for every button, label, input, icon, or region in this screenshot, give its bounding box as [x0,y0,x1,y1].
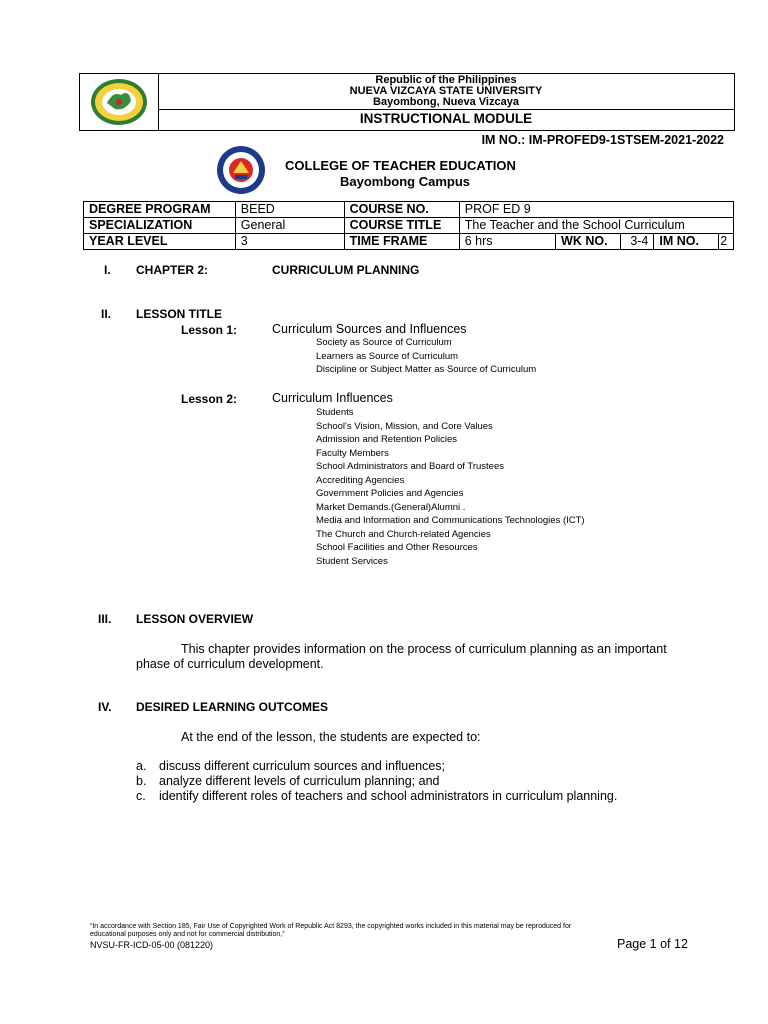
logo-cell [80,74,159,130]
university-seal-icon [89,77,149,127]
list-item: Media and Information and Communications Technologies (ICT) [316,515,585,526]
college-name: COLLEGE OF TEACHER EDUCATION [285,158,516,173]
copyright-line-1: “In accordance with Section 185, Fair Use of Copyrighted Work of Republic Act 8293, the copyrighted works included in this material may be reproduced for [90,923,572,930]
section-4-number: IV. [98,700,112,714]
outcomes-intro: At the end of the lesson, the students are expected to: [181,730,481,744]
section-1-label: CHAPTER 2: [136,263,209,277]
time-frame-value: 6 hrs [459,234,555,250]
form-code: NVSU-FR-ICD-05-00 (081220) [90,940,214,950]
specialization-label: SPECIALIZATION [84,218,236,234]
table-row [84,218,734,234]
list-item: Government Policies and Agencies [316,488,464,499]
college-campus: Bayombong Campus [340,174,471,189]
list-item [136,789,617,804]
section-1-number: I. [104,263,111,277]
list-item: Accrediting Agencies [316,474,405,486]
table-row [84,234,734,250]
course-no-label: COURSE NO. [344,202,459,218]
overview-line-1: This chapter provides information on the process of curriculum planning as an important [181,642,667,656]
outcome-letter: a. [136,759,147,773]
lesson-2-title: Curriculum Influences [272,391,393,405]
outcome-letter: c. [136,789,146,803]
copyright-line-2: educational purposes only and not for commercial distribution,” [90,931,285,938]
list-item: School Facilities and Other Resources [316,542,478,553]
list-item: Faculty Members [316,447,389,459]
degree-program-label: DEGREE PROGRAM [84,202,236,218]
college-block [285,158,516,190]
list-item: Society as Source of Curriculum [316,337,452,348]
university-name: NUEVA VIZCAYA STATE UNIVERSITY [349,85,543,97]
outcomes-list [136,759,617,804]
page-number: Page 1 of 12 [617,937,688,951]
list-item: The Church and Church-related Agencies [316,528,491,540]
list-item: School's Vision, Mission, and Core Values [316,420,493,432]
year-level-value: 3 [235,234,344,250]
module-title: INSTRUCTIONAL MODULE [359,111,533,126]
specialization-value: General [235,218,344,234]
list-item: Students [316,407,354,418]
university-location: Bayombong, Nueva Vizcaya [373,96,519,108]
lesson-2-label: Lesson 2: [181,392,238,406]
lesson-1-title: Curriculum Sources and Influences [272,322,467,336]
header-box [79,73,735,131]
overview-line-2: phase of curriculum development. [136,657,324,671]
republic-line: Republic of the Philippines [375,74,517,86]
list-item: Admission and Retention Policies [316,434,457,445]
section-2-label: LESSON TITLE [136,307,223,321]
lesson-1-label: Lesson 1: [181,323,238,337]
college-seal-icon [211,145,271,195]
list-item: Market Demands.(General)Alumni . [316,501,466,513]
course-title-value: The Teacher and the School Curriculum [459,218,733,234]
course-info-table [83,201,734,250]
list-item [136,759,617,774]
outcome-text: discuss different curriculum sources and influences; [159,759,446,773]
wk-no-value: 3-4 [620,234,653,250]
course-title-label: COURSE TITLE [344,218,459,234]
section-1-title: CURRICULUM PLANNING [272,263,420,277]
list-item [136,774,617,789]
section-4-label: DESIRED LEARNING OUTCOMES [136,700,329,714]
lesson-2-list [316,406,585,568]
lesson-1-list [316,336,536,377]
im-no-value: 2 [719,234,734,250]
list-item: Learners as Source of Curriculum [316,350,459,362]
degree-program-value: BEED [235,202,344,218]
table-row [84,202,734,218]
section-3-label: LESSON OVERVIEW [136,612,254,626]
outcome-letter: b. [136,774,147,788]
outcome-text: identify different roles of teachers and school administrators in curriculum planning. [159,789,618,803]
list-item: School Administrators and Board of Trustees [316,461,504,472]
institution-header [158,74,734,110]
im-number: IM NO.: IM-PROFED9-1STSEM-2021-2022 [481,133,724,147]
list-item: Student Services [316,555,388,567]
list-item: Discipline or Subject Matter as Source of Curriculum [316,364,537,375]
section-3-number: III. [98,612,112,626]
course-no-value: PROF ED 9 [459,202,733,218]
year-level-label: YEAR LEVEL [84,234,236,250]
section-2-number: II. [101,307,112,321]
time-frame-label: TIME FRAME [344,234,459,250]
im-no-label: IM NO. [654,234,719,250]
wk-no-label: WK NO. [556,234,621,250]
outcome-text: analyze different levels of curriculum planning; and [159,774,440,788]
